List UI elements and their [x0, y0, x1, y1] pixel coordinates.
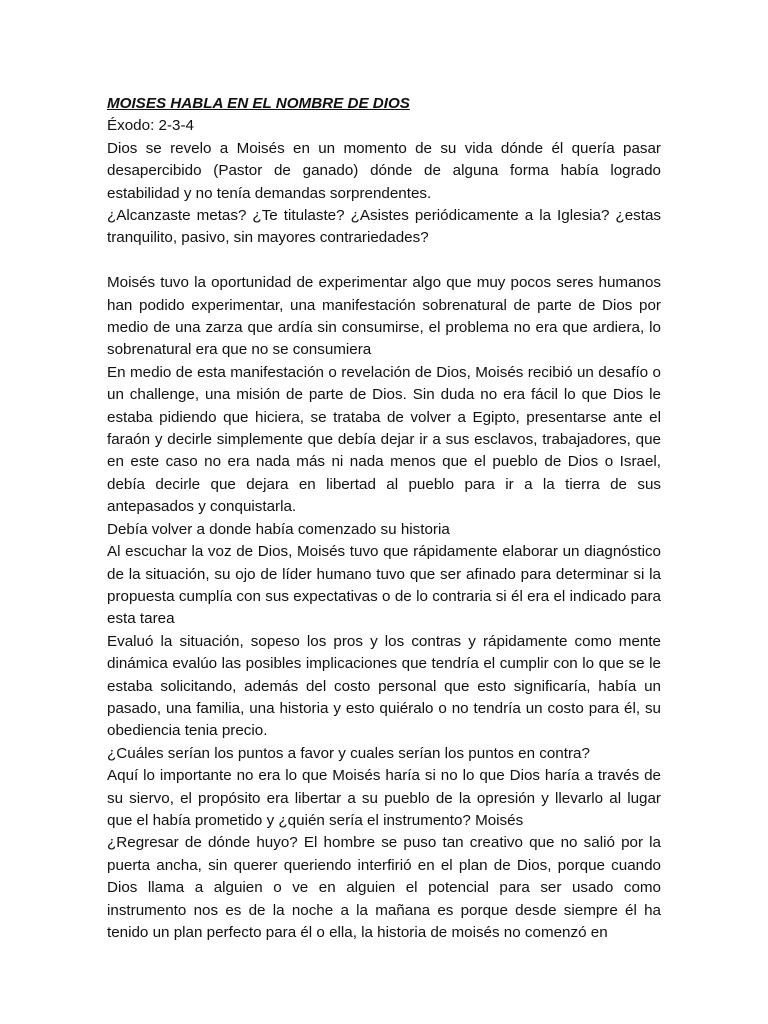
scripture-reference [107, 115, 661, 137]
reference-label: Éxodo: [107, 117, 155, 135]
paragraph: ¿Alcanzaste metas? ¿Te titulaste? ¿Asistes periódicamente a la Iglesia? ¿estas tranquilito, pasivo, sin mayores contrariedades? [107, 207, 661, 247]
paragraph: Al escuchar la voz de Dios, Moisés tuvo que rápidamente elaborar un diagnóstico de la situación, su ojo de líder humano tuvo que ser afinado para determinar si la propuesta cumplía con sus expectativas o de lo contraria si él era el indicado para esta tarea [107, 543, 661, 628]
paragraph: ¿Regresar de dónde huyo? El hombre se puso tan creativo que no salió por la puerta ancha, sin querer queriendo interfirió en el plan de Dios, porque cuando Dios llama a alguien o ve en alguien el potencial para ser usado como instrumento nos es de la noche a la mañana es porque desde siempre él ha tenido un plan perfecto para él o ella, la historia de moisés no comenzó en [107, 834, 661, 942]
paragraph: ¿Cuáles serían los puntos a favor y cuales serían los puntos en contra? [107, 744, 590, 762]
paragraph: Dios se revelo a Moisés en un momento de su vida dónde él quería pasar desapercibido (Pastor de ganado) dónde de alguna forma había logrado estabilidad y no tenía demandas sorprendentes. [107, 139, 661, 202]
paragraph: Moisés tuvo la oportunidad de experimentar algo que muy pocos seres humanos han podido experimentar, una manifestación sobrenatural de parte de Dios por medio de una zarza que ardía sin consumirse, el problema no era que ardiera, lo sobrenatural era que no se consumiera [107, 274, 661, 359]
paragraph: En medio de esta manifestación o revelación de Dios, Moisés recibió un desafío o un challenge, una misión de parte de Dios. Sin duda no era fácil lo que Dios le estaba pidiendo que hiciera, se trataba de volver a Egipto, presentarse ante el faraón y decirle simplemente que debía dejar ir a sus esclavos, trabajadores, que en este caso no era nada más ni nada menos que el pueblo de Dios o Israel, debía decirle que dejara en libertad al pueblo para ir a la tierra de sus antepasados y conquistarla. [107, 363, 661, 516]
document-page [107, 93, 661, 944]
paragraph: Aquí lo importante no era lo que Moisés haría si no lo que Dios haría a través de su siervo, el propósito era libertar a su pueblo de la opresión y llevarlo al lugar que el había prometido y ¿quién sería el instrumento? Moisés [107, 767, 661, 829]
paragraph: Evaluó la situación, sopeso los pros y los contras y rápidamente como mente dinámica evalúo las posibles implicaciones que tendría el cumplir con lo que se le estaba solicitando, además del costo personal que esto significaría, había un pasado, una familia, una historia y esto quiéralo o no tendría un costo para él, su obediencia tenia precio. [107, 632, 661, 740]
document-title: MOISES HABLA EN EL NOMBRE DE DIOS [107, 95, 410, 112]
paragraph-spacer [107, 250, 661, 272]
reference-value: 2-3-4 [154, 117, 194, 135]
paragraph: Debía volver a donde había comenzado su historia [107, 520, 450, 538]
